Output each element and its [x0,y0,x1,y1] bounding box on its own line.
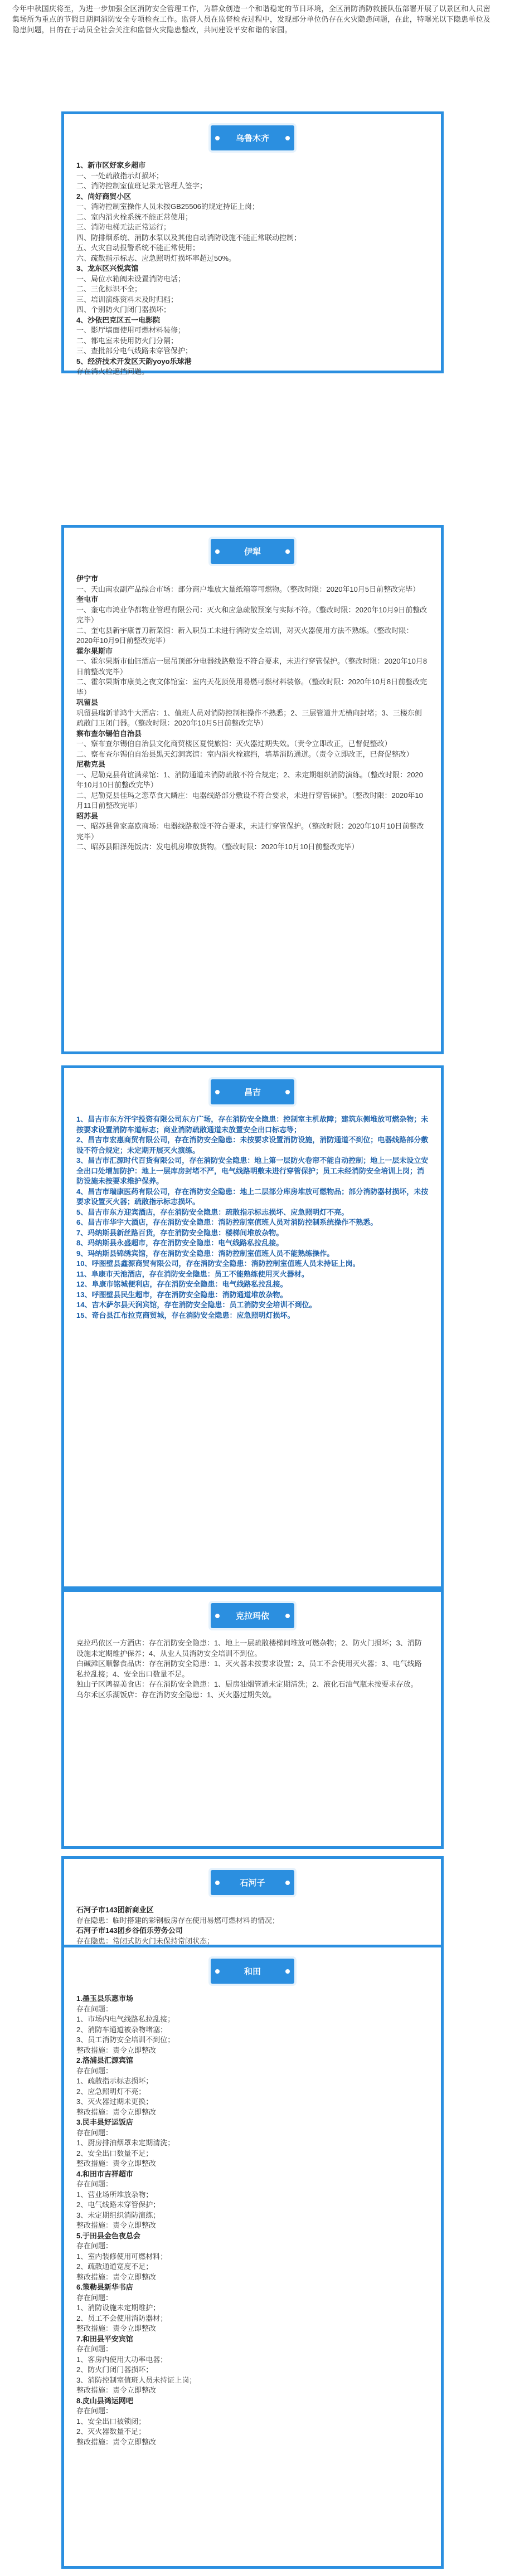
entry-text: 整改措施：责令立即整改 [76,2046,157,2054]
entry-heading: 8、玛纳斯县永盛超市，存在消防安全隐患：电气线路私拉乱接。 [76,1239,284,1247]
entry-text: 整改措施：责令立即整改 [76,2386,157,2394]
entry-heading: 10、呼图壁县鑫源商贸有限公司，存在消防安全隐患：消防控制室值班人员未持证上岗。 [76,1259,360,1268]
entry-text: 2、电气线路未穿管保护； [76,2200,161,2209]
entry-text: 1、营业场所堆放杂物； [76,2190,153,2199]
entry-text: 一、消防控制室操作人员未按GB25506的规定持证上岗； [76,202,259,211]
entry-text: 一、影厅墙面使用可燃材料装修； [76,326,186,334]
entry-text: 一、察布查尔锡伯自治县文化商贸楼区夏悦旅馆：灭火器过期失效。（责令立即改正，已督促整改） [76,739,392,748]
entry-text: 1、疏散指示标志损坏； [76,2077,153,2085]
entry-heading: 4.和田市吉祥超市 [76,2169,133,2178]
entry-text: 3、消防控制室值班人员未持证上岗； [76,2375,197,2384]
intro-paragraph: 今年中秋国庆将至，为进一步加强全区消防安全管理工作，为群众创造一个和谐稳定的节日环境，全区消防消防救援队伍部署开展了以景区和人员密集场所为重点的节假日期间消防安全专项检查工作。监督人员在监督检查过程中，发现部分单位仍存在火灾隐患问题，在此，特曝光以下隐患单位及隐患问题，目的在于动员全社会关注和监督火灾隐患整改，共同建设平安和谐的家园。 [12,4,491,34]
entry-heading: 石河子市143团乡谷佰乐劳务公司 [76,1926,183,1935]
entry-text: 独山子区鸿福美食店：存在消防安全隐患：1、厨房油烟管道未定期清洗；2、液化石油气瓶未按要求存放。 [76,1680,418,1688]
entry-text: 二、消防控制室值班记录无管理人签字； [76,182,207,190]
entry-heading: 3.民丰县好运饭店 [76,2118,133,2126]
entry-text: 巩留县瑞新菲鸿牛大酒店：1、值班人员对消防控制柜操作不熟悉；2、三层管道井无横向封堵；3、三楼东侧疏散门卫闭门器。（整改时限：2020年10月5日前整改完毕） [76,708,422,727]
entry-text: 存在隐患：临时搭建的彩钢板房存在使用易燃可燃材料的情况； [76,1916,280,1925]
entry-text: 存在消火栓遮挡问题。 [76,367,149,376]
entry-text: 一、霍尔果斯市仙钰酒店一层吊顶部分电器线路敷设不符合要求，未进行穿管保护。（整改时限：2020年10月8日前整改完毕） [76,657,428,676]
entry-text: 二、察布查尔锡伯自治县黑天幻洞宾馆：室内消火栓遮挡，墙基消防通道。（责令立即改正，已督促整改） [76,749,414,758]
entry-text: 3、员工消防安全培训不到位； [76,2036,175,2044]
entry-heading: 6.策勒县新华书店 [76,2283,133,2291]
entry-heading: 5.于田县金色夜总会 [76,2231,140,2240]
entry-text: 一、一处疏散指示灯损坏； [76,171,164,180]
entry-heading: 6、昌吉市华宇大酒店，存在消防安全隐患：消防控制室值班人员对消防控制系统操作不熟悉。 [76,1218,378,1226]
section-card-hotan [61,1945,444,2569]
entry-heading: 4、沙依巴克区五一电影院 [76,315,161,324]
section-card-yili [61,525,444,1054]
entry-heading: 尼勒克县 [76,760,106,768]
section-title: 昌吉 [211,1079,294,1104]
entry-text: 存在问题： [76,2066,113,2075]
entry-text: 二、霍尔果斯市康美之夜文体馆室：室内天花顶使用易燃可燃材料装修。（整改时限：2020年10月8日前整改完毕） [76,678,428,697]
entry-heading: 奎屯市 [76,595,99,603]
section-title: 和田 [211,1959,294,1984]
entry-heading: 5、经济技术开发区天韵yoyo乐球港 [76,357,192,366]
entry-heading: 13、呼图壁县民生超市，存在消防安全隐患：消防通道堆放杂物。 [76,1290,288,1299]
entry-text: 一、尼勒克县荷谊满菜馆：1、消防通道未消防疏散不符合规定；2、未定期组织消防演练。（整改时限：2020年10月10日前整改完毕） [76,770,423,789]
entry-text: 1、消防设施未定期维护； [76,2304,161,2312]
entry-text: 三、查批部分电气线路未穿管保护； [76,347,193,355]
entry-text: 整改措施：责令立即整改 [76,2324,157,2332]
entry-text: 白碱滩区顺馨食品店：存在消防安全隐患：1、灭火器未按要求设置；2、员工不会使用灭火器；3、电气线路私拉乱接；4、安全出口数量不足。 [76,1659,422,1678]
entry-heading: 昭苏县 [76,811,99,820]
entry-text: 三、消防电梯无法正常运行； [76,223,171,231]
entry-heading: 15、奇台县江布拉克商贸城，存在消防安全隐患：应急照明灯损坏。 [76,1311,295,1319]
entry-text: 二、昭苏县阳泽苑饭店：发电机房堆放货物。（整改时限：2020年10月10日前整改完毕） [76,843,359,851]
section-card-urumqi [61,111,444,376]
entry-heading: 霍尔果斯市 [76,646,113,655]
section-title: 乌鲁木齐 [211,125,294,150]
entry-heading: 3、昌吉市汇源时代百货有限公司，存在消防安全隐患：地上第一层防火卷帘不能自动控制；地上一层未设立安全出口处增加防护：地上一层库房封堵不严，电气线路明敷未进行穿管保护；员工未经消防安全培训上岗；消防设施未按要求维护保养。 [76,1156,429,1185]
entry-text: 六、疏散指示标志、应急照明灯损坏率超过50%。 [76,254,236,262]
entry-heading: 2、尚好商贸小区 [76,192,132,201]
entry-heading: 1.墨玉县乐惠市场 [76,1994,133,2003]
section-body [64,150,441,387]
entry-text: 一、局位水箱阀未设置消防电话； [76,274,186,283]
entry-text: 四、防排烟系统、消防水泵以及其他自动消防设施不能正常联动控制； [76,233,302,242]
entry-text: 二、奎屯县新宇康普刀新菜馆：新入职员工未进行消防安全培训，对灭火器使用方法不熟练。（整改时限：2020年10月9日前整改完毕） [76,626,414,645]
entry-text: 二、三化标识不全； [76,285,142,293]
entry-text: 一、昭苏县鲁家嘉欧商场：电器线路敷设不符合要求，未进行穿管保护。（整改时限：2020年10月10日前整改完毕） [76,822,424,841]
entry-heading: 12、阜康市铭城便利店，存在消防安全隐患：电气线路私拉乱接。 [76,1280,288,1288]
section-card-changji [61,1065,444,1589]
entry-text: 整改措施：责令立即整改 [76,2107,157,2116]
entry-text: 存在问题： [76,2345,113,2353]
entry-heading: 1、昌吉市东方汗宇投资有限公司东方广场，存在消防安全隐患：控制室主机故障；建筑东侧堆放可燃杂物；未按要求设置消防车道标志；商业消防疏散通道未放置安全出口标志等； [76,1115,429,1134]
entry-heading: 1、新市区好家乡超市 [76,161,146,169]
entry-text: 整改措施：责令立即整改 [76,2272,157,2281]
entry-heading: 14、吉木萨尔县天润宾馆，存在消防安全隐患：员工消防安全培训不到位。 [76,1301,317,1309]
section-body [64,564,441,863]
entry-heading: 9、玛纳斯县锦绣宾馆，存在消防安全隐患：消防控制室值班人员不能熟练操作。 [76,1249,334,1258]
section-title: 石河子 [211,1870,294,1895]
entry-heading: 2、昌吉市宏惠商贸有限公司，存在消防安全隐患：未按要求设置消防设施，消防通道不到位；电器线路部分敷设不符合规定；未定期开展灭火演练。 [76,1136,429,1155]
entry-text: 1、市场内电气线路私拉乱接； [76,2015,175,2023]
section-body [64,1984,441,2457]
entry-text: 2、灭火器数量不足； [76,2427,146,2436]
entry-heading: 巩留县 [76,698,99,707]
entry-text: 1、厨房排油烟罩未定期清洗； [76,2139,175,2147]
entry-text: 1、安全出口被锁闭； [76,2417,146,2426]
section-title: 伊犁 [211,539,294,564]
section-card-karamay [61,1589,444,1849]
entry-heading: 5、昌吉市东方迎宾酒店，存在消防安全隐患：疏散指示标志损坏、应急照明灯不亮。 [76,1207,349,1216]
entry-text: 存在问题： [76,2180,113,2188]
section-title: 克拉玛依 [211,1603,294,1628]
entry-heading: 3、龙东区兴悦宾馆 [76,264,139,272]
entry-heading: 11、阜康市天池酒店，存在消防安全隐患：员工不能熟练使用灭火器材。 [76,1269,309,1278]
entry-text: 2、应急照明灯不亮； [76,2087,146,2096]
entry-text: 2、消防车通道被杂物堵塞； [76,2025,168,2034]
entry-text: 克拉玛依区一方酒店：存在消防安全隐患：1、地上一层疏散楼梯间堆放可燃杂物；2、防火门损坏；3、消防设施未定期维护保养；4、从业人员消防安全培训不到位。 [76,1639,422,1658]
entry-text: 二、都电室未使用防火门分隔； [76,336,178,345]
entry-text: 五、火灾自动报警系统不能正常使用； [76,244,200,252]
entry-heading: 2.洛浦县汇源宾馆 [76,2056,133,2064]
entry-text: 存在问题： [76,2128,113,2137]
entry-text: 2、防火门闭门器损坏； [76,2365,153,2374]
entry-text: 存在问题： [76,2293,113,2302]
entry-text: 2、安全出口数量不足； [76,2149,153,2158]
entry-text: 四、个别防火门闭门器损坏； [76,305,171,314]
entry-heading: 伊宁市 [76,574,99,583]
entry-text: 存在问题： [76,2242,113,2250]
entry-text: 二、室内消火栓系统不能正常使用； [76,212,193,221]
entry-heading: 7、玛纳斯县新丝路百货，存在消防安全隐患：楼梯间堆放杂物。 [76,1228,284,1237]
entry-text: 二、尼勒克县佳玛之恋草食大鳞庄：电器线路部分敷设不符合要求，未进行穿管保护。（整改时限：2020年10月11日前整改完毕） [76,791,423,810]
entry-text: 3、未定期组织消防演练； [76,2210,161,2219]
entry-text: 整改措施：责令立即整改 [76,2159,157,2168]
entry-text: 2、员工不会使用消防器材； [76,2314,168,2322]
entry-heading: 石河子市143团新商业区 [76,1906,154,1914]
entry-text: 乌尔禾区乐湖饭店：存在消防安全隐患：1、灭火器过期失效。 [76,1690,276,1699]
entry-text: 存在隐患：常闭式防火门未保持常闭状态； [76,1936,215,1945]
entry-text: 整改措施：责令立即整改 [76,2221,157,2229]
entry-text: 2、疏散通道宽度不足； [76,2262,153,2271]
entry-text: 三、培训演练资料未及时归档； [76,295,178,304]
section-body [64,1104,441,1331]
entry-heading: 察布查尔锡伯自治县 [76,729,142,738]
entry-text: 一、奎屯市鸿业华都物业管理有限公司：灭火和应急疏散预案与实际不符。（整改时限：2020年10月9日前整改完毕） [76,605,428,624]
entry-heading: 7.和田县平安宾馆 [76,2334,133,2343]
entry-text: 3、灭火器过期未更换； [76,2097,153,2106]
entry-text: 一、天山南农副产品综合市场：部分商户堆放大量纸箱等可燃物。（整改时限：2020年10月5日前整改完毕） [76,585,420,593]
entry-text: 1、客房内使用大功率电器； [76,2355,168,2364]
entry-heading: 8.皮山县鸿运网吧 [76,2396,133,2405]
entry-text: 整改措施：责令立即整改 [76,2437,157,2446]
entry-text: 存在问题： [76,2004,113,2013]
entry-text: 1、室内装修使用可燃材料； [76,2252,168,2261]
section-body [64,1628,441,1710]
entry-heading: 4、昌吉市瑞康医药有限公司，存在消防安全隐患：地上二层部分库房堆放可燃物品；部分消防器材损坏，未按要求设置灭火器；疏散指示标志损坏。 [76,1187,429,1206]
entry-text: 存在问题： [76,2407,113,2415]
